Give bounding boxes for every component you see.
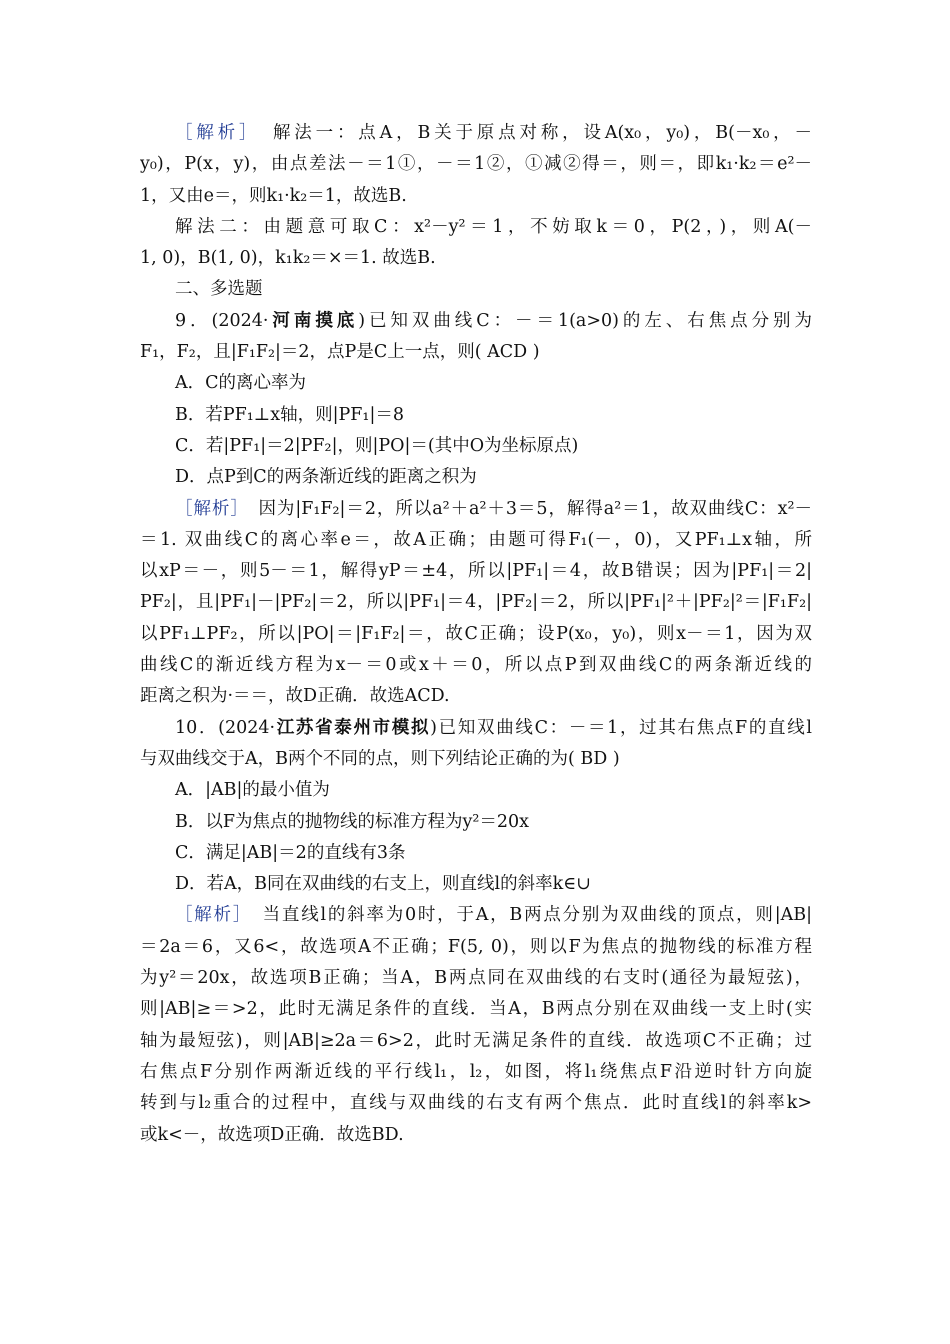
line-text: 轴为最短弦)，则|AB|≥2a＝6>2，此时无满足条件的直线．故选项C不正确；过 bbox=[140, 1030, 812, 1051]
line-text: 或k<－，故选项D正确．故选BD. bbox=[140, 1124, 404, 1145]
text-line bbox=[140, 525, 812, 556]
text-line bbox=[140, 556, 812, 587]
line-text: F₁，F₂，且|F₁F₂|＝2，点P是C上一点，则( ACD ) bbox=[140, 342, 540, 363]
line-text: 则|AB|≥＝>2，此时无满足条件的直线．当A，B两点分别在双曲线一支上时(实 bbox=[140, 999, 812, 1020]
line-text: D．若A，B同在双曲线的右支上，则直线l的斜率k∈∪ bbox=[175, 874, 591, 895]
line-text: D．点P到C的两条渐近线的距离之积为 bbox=[175, 467, 477, 488]
line-text: 解法二：由题意可取C：x²－y²＝1，不妨取k＝0，P(2，)，则A(－ bbox=[175, 216, 812, 237]
line-text: ＝1. 双曲线C的离心率e＝，故A正确；由题可得F₁(－，0)，又PF₁⊥x轴，所 bbox=[140, 529, 812, 550]
text-line bbox=[140, 400, 812, 431]
line-text: 曲线C的渐近线方程为x－＝0或x＋＝0，所以点P到双曲线C的两条渐近线的 bbox=[140, 655, 812, 676]
line-text: B．若PF₁⊥x轴，则|PF₁|＝8 bbox=[175, 404, 404, 425]
line-text: PF₂|，且|PF₁|－|PF₂|＝2，所以|PF₁|＝4，|PF₂|＝2，所以|PF₁|²＋|PF₂|²＝|F₁F₂| bbox=[140, 592, 812, 613]
question-number: 9．(2024· bbox=[175, 310, 269, 331]
analysis-tag: ［解析］ bbox=[175, 905, 244, 926]
line-text: 与双曲线交于A，B两个不同的点，则下列结论正确的为( BD ) bbox=[140, 748, 620, 769]
line-text: )已知双曲线C：－＝1(a>0)的左、右焦点分别为 bbox=[358, 310, 812, 331]
text-line bbox=[140, 306, 812, 337]
line-text: 以PF₁⊥PF₂，所以|PO|＝|F₁F₂|＝，故C正确；设P(x₀，y₀)，则x－＝1，因为双 bbox=[140, 623, 812, 644]
line-text: A．|AB|的最小值为 bbox=[175, 780, 330, 801]
line-text: 当直线l的斜率为0时，于A，B两点分别为双曲线的顶点，则|AB| bbox=[243, 905, 812, 926]
line-text: )已知双曲线C：－＝1，过其右焦点F的直线l bbox=[430, 717, 812, 738]
line-text: 右焦点F分别作两渐近线的平行线l₁，l₂，如图，将l₁绕焦点F沿逆时针方向旋 bbox=[140, 1061, 812, 1082]
line-text: 1，又由e＝，则k₁·k₂＝1，故选B. bbox=[140, 185, 407, 206]
text-line bbox=[140, 212, 812, 243]
text-line bbox=[140, 587, 812, 618]
document-page bbox=[140, 118, 812, 1151]
line-text: A．C的离心率为 bbox=[175, 373, 307, 394]
line-text: ＝2a＝6，又6<，故选项A不正确；F(5, 0)，则以F为焦点的抛物线的标准方程 bbox=[140, 936, 812, 957]
line-text: B．以F为焦点的抛物线的标准方程为y²＝20x bbox=[175, 811, 530, 832]
text-line bbox=[140, 494, 812, 525]
text-line bbox=[140, 932, 812, 963]
line-text: C．若|PF₁|＝2|PF₂|，则|PO|＝(其中O为坐标原点) bbox=[175, 435, 579, 456]
text-line bbox=[140, 243, 812, 274]
line-text: 二、多选题 bbox=[175, 279, 263, 300]
text-line bbox=[140, 462, 812, 493]
text-line bbox=[140, 619, 812, 650]
text-line bbox=[140, 368, 812, 399]
text-line bbox=[140, 869, 812, 900]
question-source: 河南摸底 bbox=[268, 310, 359, 331]
line-text: 1, 0)，B(1, 0)，k₁k₂＝×＝1. 故选B. bbox=[140, 248, 436, 269]
text-line bbox=[140, 807, 812, 838]
line-text: 以xP＝－，则5－＝1，解得yP＝±4，所以|PF₁|＝4，故B错误；因为|PF₁|＝2| bbox=[140, 561, 812, 582]
text-line bbox=[140, 900, 812, 931]
question-number: 10．(2024· bbox=[175, 717, 276, 738]
text-line bbox=[140, 274, 812, 305]
question-source: 江苏省泰州市模拟 bbox=[275, 717, 431, 738]
line-text: 转到与l₂重合的过程中，直线与双曲线的右支有两个焦点．此时直线l的斜率k> bbox=[140, 1093, 812, 1114]
text-line bbox=[140, 994, 812, 1025]
text-line bbox=[140, 681, 812, 712]
text-line bbox=[140, 1057, 812, 1088]
line-text: C．满足|AB|＝2的直线有3条 bbox=[175, 842, 406, 863]
analysis-tag: ［解析］ bbox=[175, 498, 241, 519]
text-line bbox=[140, 775, 812, 806]
text-line bbox=[140, 1120, 812, 1151]
line-text: 为y²＝20x，故选项B正确；当A，B两点同在双曲线的右支时(通径为最短弦)， bbox=[140, 968, 812, 989]
text-line bbox=[140, 650, 812, 681]
line-text: y₀)，P(x，y)，由点差法－＝1①，－＝1②，①减②得＝，则＝，即k₁·k₂＝e²－ bbox=[140, 154, 812, 175]
text-line bbox=[140, 181, 812, 212]
text-line bbox=[140, 1026, 812, 1057]
text-line bbox=[140, 963, 812, 994]
text-line bbox=[140, 1088, 812, 1119]
analysis-tag: ［解析］ bbox=[175, 123, 252, 143]
text-line bbox=[140, 431, 812, 462]
text-line bbox=[140, 149, 812, 180]
line-text: 因为|F₁F₂|＝2，所以a²＋a²＋3＝5，解得a²＝1，故双曲线C：x²－ bbox=[240, 498, 812, 519]
text-line bbox=[140, 118, 812, 149]
line-text: 解法一：点A，B关于原点对称，设A(x₀，y₀)，B(－x₀，－ bbox=[251, 123, 812, 143]
text-line bbox=[140, 337, 812, 368]
text-line bbox=[140, 713, 812, 744]
text-line bbox=[140, 744, 812, 775]
text-line bbox=[140, 838, 812, 869]
line-text: 距离之积为·＝＝，故D正确．故选ACD. bbox=[140, 686, 450, 707]
